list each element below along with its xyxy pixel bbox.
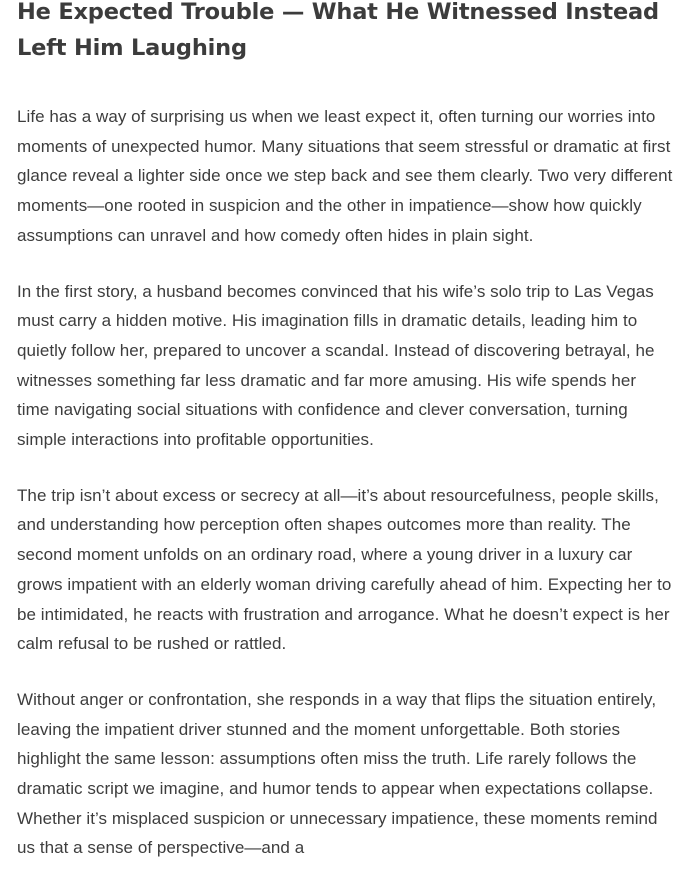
article-paragraph-3: The trip isn’t about excess or secrecy at all—it’s about resourcefulness, people skills, and understanding how perception often shapes outcomes more than reality. The second moment unfolds on an ordinary road, where a young driver in a luxury car grows impatient with an elderly woman driving carefully ahead of him. Expecting her to be intimidated, he reacts with frustration and arrogance. What he doesn’t expect is her calm refusal to be rushed or rattled. <box>17 485 672 654</box>
article-paragraph-4: Without anger or confrontation, she responds in a way that flips the situation entirely, leaving the impatient driver stunned and the moment unforgettable. Both stories highlight the same lesson: assumptions often miss the truth. Life rarely follows the dramatic script we imagine, and humor tends to appear when expectations collapse. Whether it’s misplaced suspicion or unnecessary impatience, these moments remind us that a sense of perspective—and a <box>17 689 658 858</box>
article-paragraph-1: Life has a way of surprising us when we least expect it, often turning our worries into moments of unexpected humor. Many situations that seem stressful or dramatic at first glance reveal a lighter side once we step back and see them clearly. Two very different moments—one rooted in suspicion and the other in impatience—show how quickly assumptions can unravel and how comedy often hides in plain sight. <box>17 107 673 245</box>
article-title: He Expected Trouble — What He Witnessed Instead Left Him Laughing <box>17 0 659 61</box>
article-paragraph-2: In the first story, a husband becomes convinced that his wife’s solo trip to Las Vegas must carry a hidden motive. His imagination fills in dramatic details, leading him to quietly follow her, prepared to uncover a scandal. Instead of discovering betrayal, he witnesses something far less dramatic and far more amusing. His wife spends her time navigating social situations with confidence and clever conversation, turning simple interactions into profitable opportunities. <box>17 281 655 450</box>
article <box>17 0 673 863</box>
